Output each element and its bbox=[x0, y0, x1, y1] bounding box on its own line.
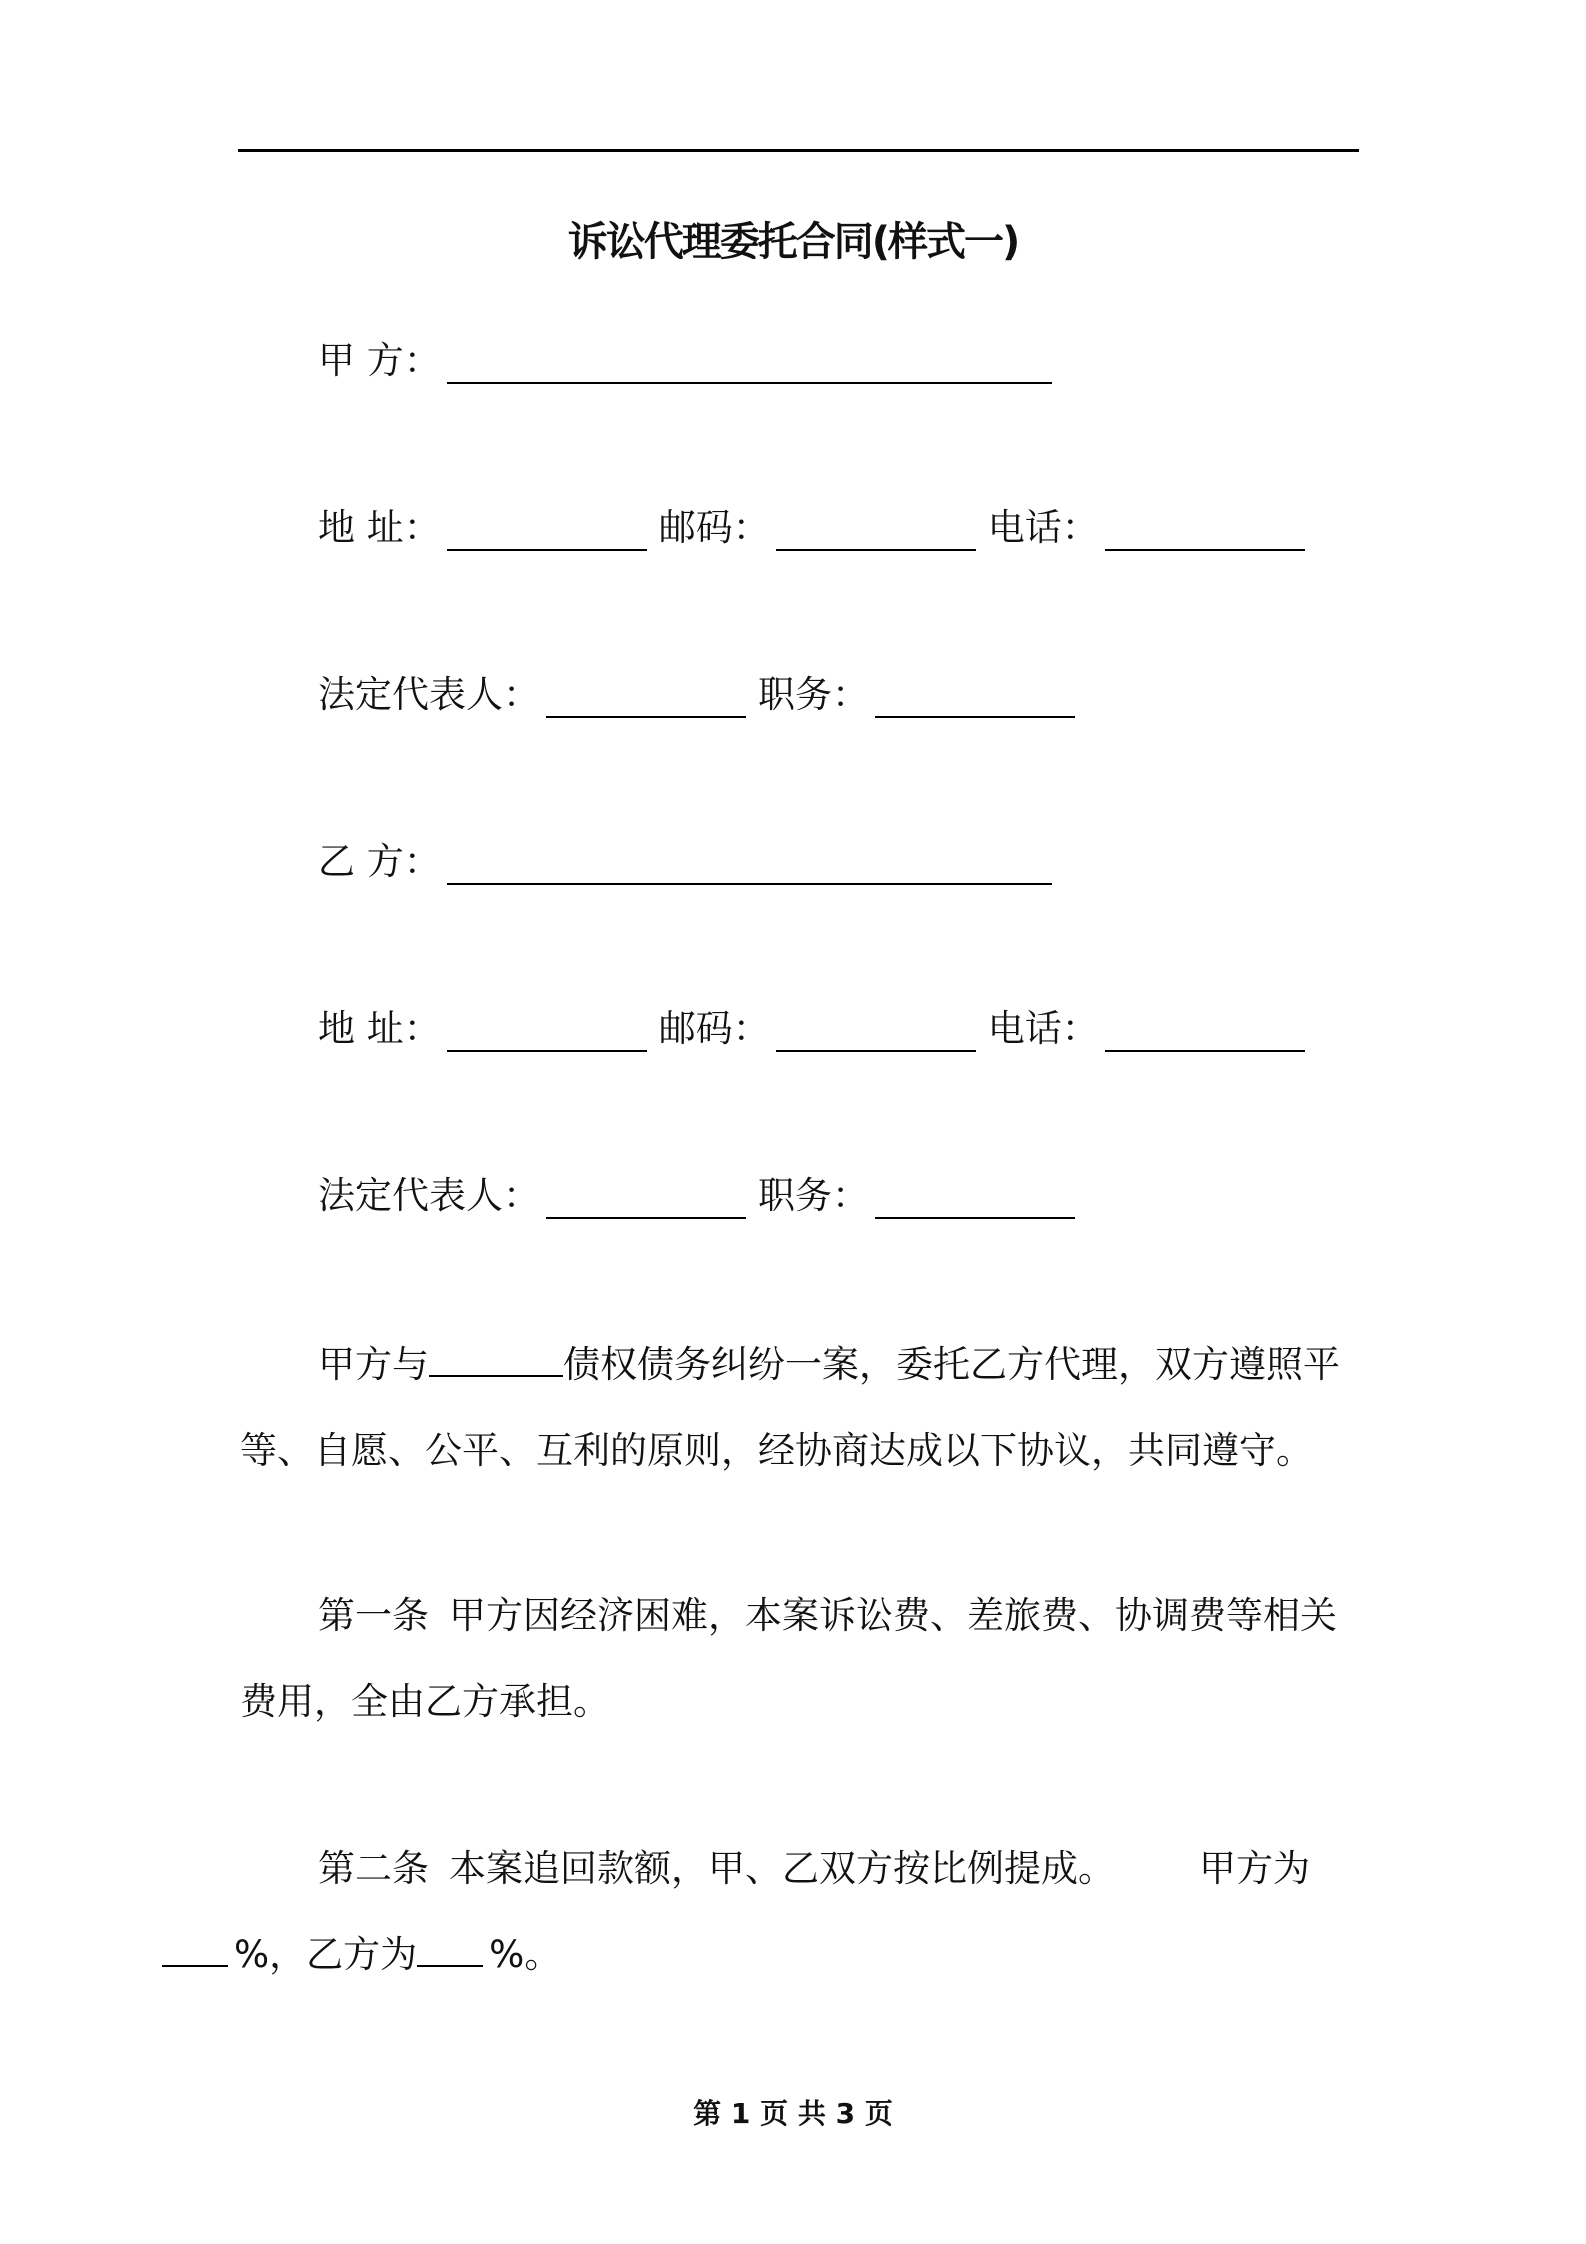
article-2-text: 本案追回款额，甲、乙双方按比例提成。 bbox=[449, 1847, 1115, 1890]
party-a-phone-field[interactable] bbox=[1105, 513, 1305, 551]
document-title: 诉讼代理委托合同(样式一) bbox=[567, 219, 1019, 265]
intro-text-end: 债权债务纠纷一案，委托乙方代理，双方遵照平等、自愿、公平、互利的原则，经协商达成以下协议，共同遵守。 bbox=[240, 1343, 1340, 1472]
opponent-field[interactable] bbox=[429, 1345, 563, 1377]
party-b-rep-field[interactable] bbox=[546, 1181, 746, 1219]
party-a-phone-label: 电话： bbox=[987, 506, 1099, 549]
party-b-rep-row bbox=[318, 1165, 1087, 1219]
party-b-percent-field[interactable] bbox=[417, 1935, 483, 1967]
party-b-name-field[interactable] bbox=[447, 847, 1052, 885]
party-b-name-label: 乙 方： bbox=[318, 840, 441, 883]
party-b-address-label: 地 址： bbox=[318, 1007, 441, 1050]
intro-paragraph bbox=[240, 1322, 1360, 1494]
party-a-address-label: 地 址： bbox=[318, 506, 441, 549]
party-a-contact-row bbox=[318, 497, 1317, 551]
article-2-pct2: %。 bbox=[489, 1933, 562, 1976]
party-a-percent-field[interactable] bbox=[162, 1935, 228, 1967]
article-1-label: 第一条 bbox=[318, 1594, 429, 1637]
party-a-name-row bbox=[318, 330, 1064, 384]
article-1-text: 甲方因经济困难，本案诉讼费、差旅费、协调费等相关费用，全由乙方承担。 bbox=[240, 1594, 1337, 1723]
party-a-position-label: 职务： bbox=[758, 673, 869, 716]
party-a-name-label: 甲 方： bbox=[318, 339, 441, 382]
party-a-address-field[interactable] bbox=[447, 513, 647, 551]
article-2 bbox=[234, 1826, 1360, 1998]
party-b-address-field[interactable] bbox=[447, 1014, 647, 1052]
intro-text-start: 甲方与 bbox=[318, 1343, 429, 1386]
party-b-phone-label: 电话： bbox=[987, 1007, 1099, 1050]
header-rule bbox=[238, 149, 1359, 152]
party-a-rep-field[interactable] bbox=[546, 680, 746, 718]
article-2-pct1: %，乙方为 bbox=[234, 1933, 418, 1976]
page-number: 第 1 页 共 3 页 bbox=[693, 2097, 893, 2130]
party-b-name-row bbox=[318, 831, 1064, 885]
party-b-position-field[interactable] bbox=[875, 1181, 1075, 1219]
party-b-postcode-label: 邮码： bbox=[658, 1007, 770, 1050]
article-2-party-a-share: 甲方为 bbox=[1199, 1847, 1310, 1890]
article-1 bbox=[240, 1573, 1360, 1745]
party-a-rep-label: 法定代表人： bbox=[318, 673, 540, 716]
party-b-phone-field[interactable] bbox=[1105, 1014, 1305, 1052]
party-b-postcode-field[interactable] bbox=[776, 1014, 976, 1052]
party-a-name-field[interactable] bbox=[447, 346, 1052, 384]
party-a-position-field[interactable] bbox=[875, 680, 1075, 718]
party-b-rep-label: 法定代表人： bbox=[318, 1174, 540, 1217]
party-b-contact-row bbox=[318, 998, 1317, 1052]
party-b-position-label: 职务： bbox=[758, 1174, 869, 1217]
party-a-rep-row bbox=[318, 664, 1087, 718]
article-2-label: 第二条 bbox=[318, 1847, 429, 1890]
party-a-postcode-field[interactable] bbox=[776, 513, 976, 551]
party-a-postcode-label: 邮码： bbox=[658, 506, 770, 549]
